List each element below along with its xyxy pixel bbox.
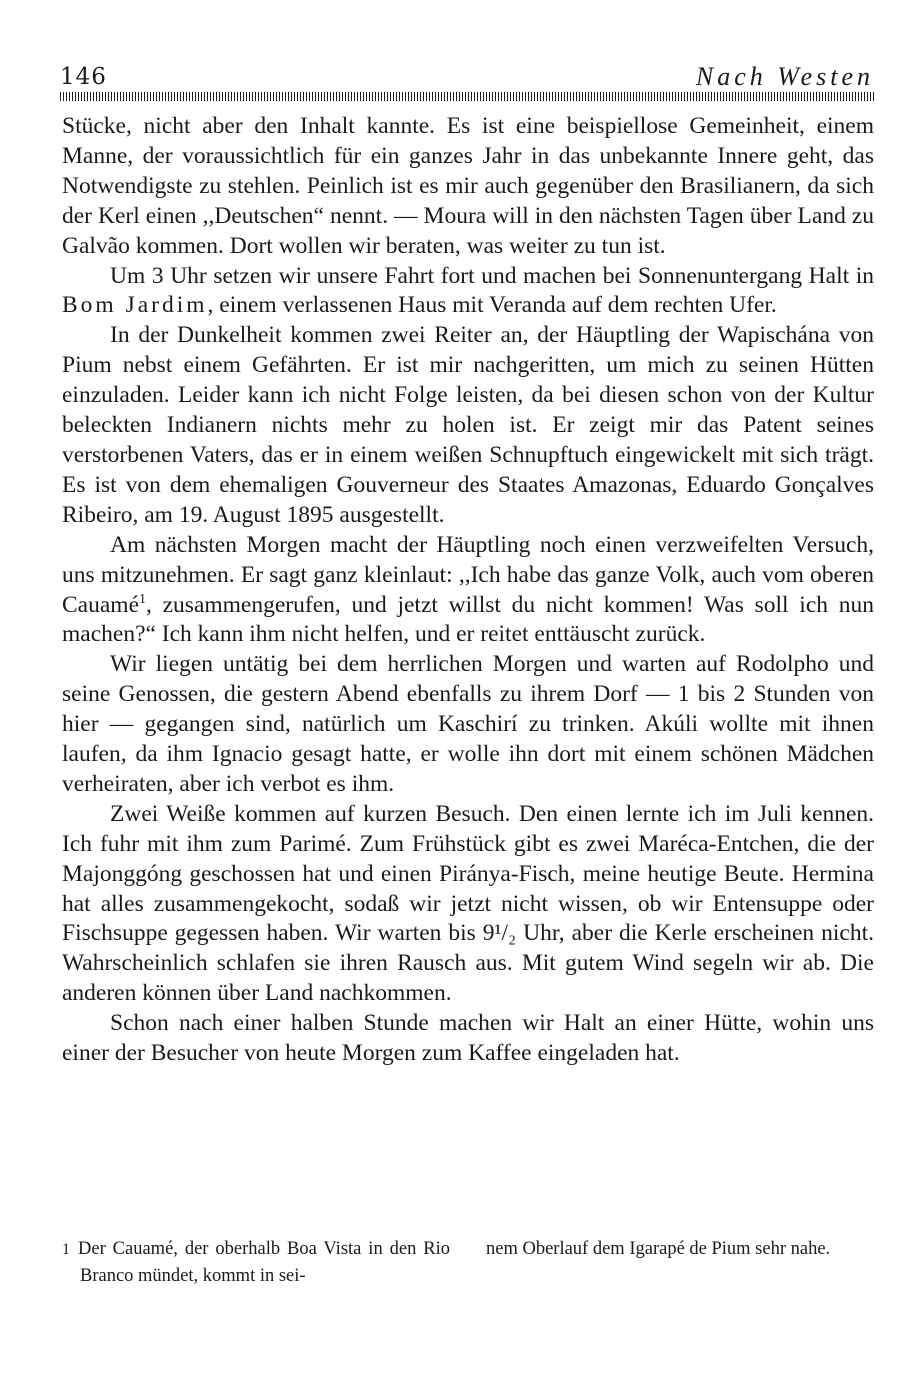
place-name: Bom Jardim xyxy=(62,292,208,319)
paragraph-4-end: , zusammengerufen, und jetzt willst du nicht kommen! Was soll ich nun machen?“ Ich kann ihm nicht helfen, und er reitet enttäuscht zurück. xyxy=(62,591,874,648)
footnote-column-2 xyxy=(486,1236,874,1289)
footnotes xyxy=(62,1236,874,1289)
paragraph-3: In der Dunkelheit kommen zwei Reiter an, der Häuptling der Wapischána von Pium nebst einem Gefährten. Er ist mir nachgeritten, um mich zu seinen Hütten einzuladen. Leider kann ich nicht Folge leisten, da bei diesen schon von der Kultur beleckten Indianern nichts mehr zu holen ist. Er zeigt mir das Patent seines verstorbenen Vaters, das er in einem weißen Schnupftuch eingewickelt mit sich trägt. Es ist von dem ehemaligen Gouverneur des Staates Amazonas, Eduardo Gonçalves Ribeiro, am 19. August 1895 ausgestellt. xyxy=(62,322,874,528)
paragraph-5: Wir liegen untätig bei dem herrlichen Morgen und warten auf Rodolpho und seine Genossen, die gestern Abend ebenfalls zu ihrem Dorf — 1 bis 2 Stunden von hier — gegangen sind, natürlich um Kaschirí zu trinken. Akúli wollte mit ihnen laufen, da ihm Ignacio gesagt hatte, er wolle ihn dort mit einem schönen Mädchen verheiraten, aber ich verbot es ihm. xyxy=(62,651,874,797)
paragraph-6-start: Zwei Weiße kommen auf kurzen Besuch. Den einen lernte ich im Juli kennen. Ich fuhr mit ihm zum Parimé. Zum Frühstück gibt es zwei Maréca-Entchen, die der Majonggóng geschossen hat und einen Piránya-Fisch, meine heutige Beute. Hermina hat alles zusammengekocht, sodaß wir jetzt nicht wissen, ob wir Entensuppe oder Fischsuppe gegessen haben. Wir warten bis 9 xyxy=(62,800,874,947)
paragraph-6-end: Uhr, aber die Kerle erscheinen nicht. Wahrscheinlich schlafen sie ihren Rausch aus. Mit gutem Wind segeln wir ab. Die anderen können über Land nachkommen. xyxy=(62,920,874,1007)
header-rule xyxy=(60,92,874,101)
paragraph-2-end: , einem verlassenen Haus mit Veranda auf dem rechten Ufer. xyxy=(207,292,777,319)
paragraph-4 xyxy=(62,531,874,651)
paragraph-1: Stücke, nicht aber den Inhalt kannte. Es ist eine beispiellose Gemeinheit, einem Manne, der voraussichtlich für ein ganzes Jahr in das unbekannte Innere geht, das Notwendigste zu stehlen. Peinlich ist es mir auch gegenüber den Brasilianern, da sich der Kerl einen ,,Deutschen“ nennt. — Moura will in den nächsten Tagen über Land zu Galvão kommen. Dort wollen wir beraten, was weiter zu tun ist. xyxy=(62,113,874,259)
running-head: Nach Westen xyxy=(695,62,874,91)
paragraph-6 xyxy=(62,800,874,1009)
footnote-marker: 1 xyxy=(62,1241,70,1258)
body-text xyxy=(62,112,874,1069)
paragraph-2-start: Um 3 Uhr setzen wir unsere Fahrt fort und machen bei Sonnenuntergang Halt in xyxy=(110,262,874,289)
footnote-reference: 1 xyxy=(139,591,146,607)
page-header xyxy=(60,60,874,92)
footnote-text-2: nem Oberlauf dem Igarapé de Pium sehr nahe. xyxy=(486,1239,831,1259)
footnote-text-1 xyxy=(62,1236,450,1289)
paragraph-4-start: Am nächsten Morgen macht der Häuptling noch einen verzweifelten Versuch, uns mitzunehmen. Er sagt ganz kleinlaut: ,,Ich habe das ganze Volk, auch vom oberen Cauamé xyxy=(62,531,874,618)
paragraph-7: Schon nach einer halben Stunde machen wir Halt an einer Hütte, wohin uns einer der Besucher von heute Morgen zum Kaffee eingeladen hat. xyxy=(62,1010,874,1067)
paragraph-2 xyxy=(62,262,874,322)
footnote-column-1 xyxy=(62,1236,450,1289)
footnote-text-1-content: Der Cauamé, der oberhalb Boa Vista in den Rio Branco mündet, kommt in sei- xyxy=(78,1239,450,1286)
fraction: ¹/₂ xyxy=(494,920,517,947)
page-number: 146 xyxy=(60,64,107,90)
